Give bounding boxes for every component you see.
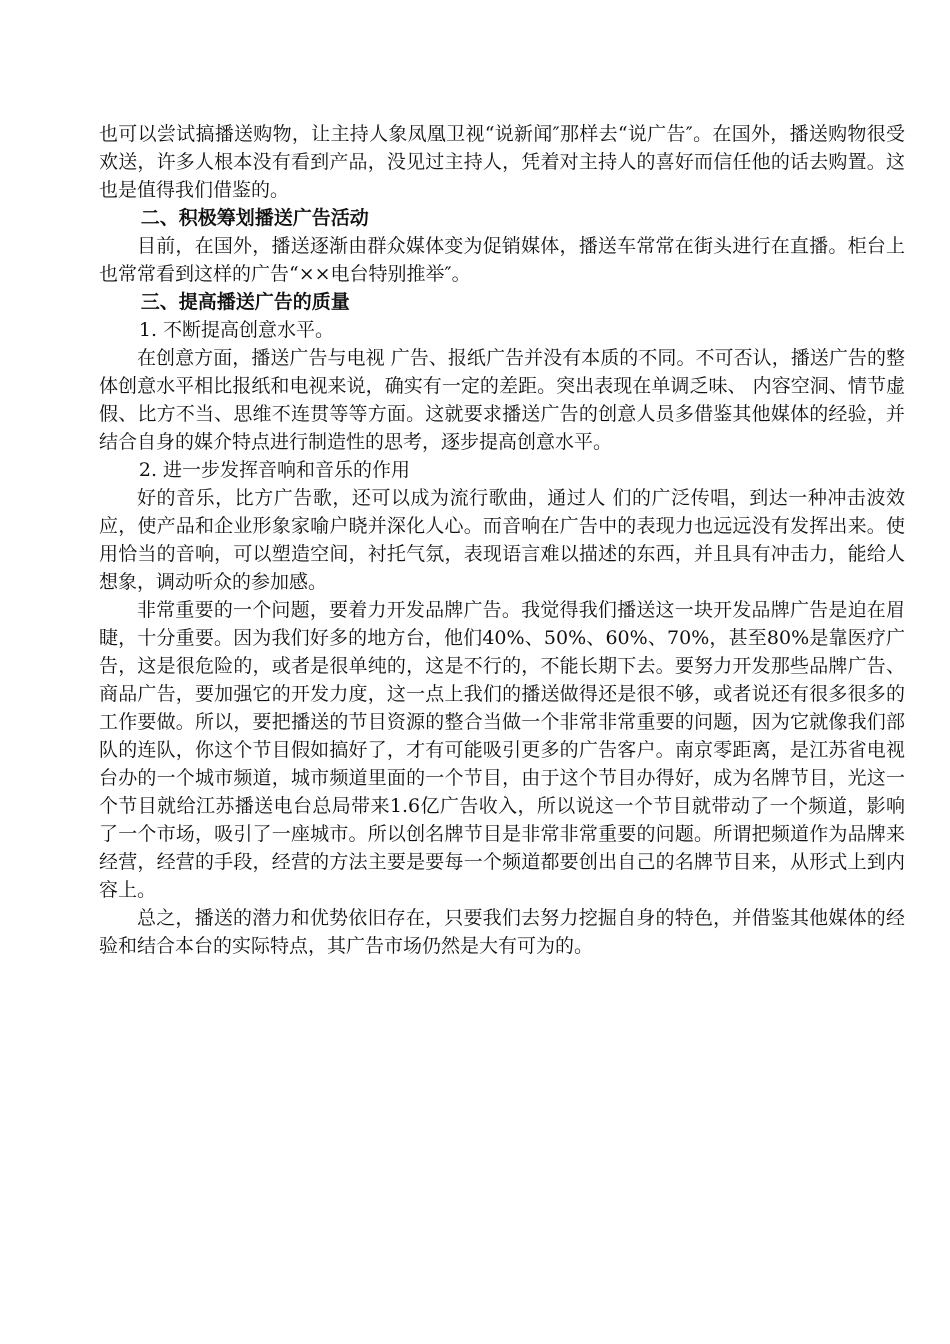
paragraph-conclusion: 总之，播送的潜力和优势依旧存在，只要我们去努力挖掘自身的特色，并借鉴其他媒体的经验和结合本台的实际特点，其广告市场仍然是大有可为的。	[99, 907, 905, 957]
list-item-creativity: 1. 不断提高创意水平。	[138, 319, 335, 341]
paragraph-creativity: 在创意方面，播送广告与电视 广告、报纸广告并没有本质的不同。不可否认，播送广告的整体创意水平相比报纸和电视来说，确实有一定的差距。突出表现在单调乏味、 内容空洞、情节虚假、比方不当、思维不连贯等等方面。这就要求播送广告的创意人员多借鉴其他媒体的经验，并结合自身的媒介特点进行制造性的思考，逐步提高创意水平。	[99, 347, 905, 453]
paragraph-sound-music: 好的音乐，比方广告歌，还可以成为流行歌曲，通过人 们的广泛传唱，到达一种冲击波效应，使产品和企业形象家喻户晓并深化人心。而音响在广告中的表现力也远远没有发挥出来。使用恰当的音响，可以塑造空间，衬托气氛，表现语言难以描述的东西，并且具有冲击力，能给人想象，调动听众的参加感。	[99, 487, 905, 593]
list-item-sound-music: 2. 进一步发挥音响和音乐的作用	[138, 459, 411, 481]
heading-plan-activities: 二、积极筹划播送广告活动	[140, 207, 369, 229]
paragraph-brand-advertising: 非常重要的一个问题，要着力开发品牌广告。我觉得我们播送这一块开发品牌广告是迫在眉睫，十分重要。因为我们好多的地方台，他们40%、50%、60%、70%，甚至80%是靠医疗广告，这是很危险的，或者是很单纯的，这是不行的，不能长期下去。要努力开发那些品牌广告、商品广告，要加强它的开发力度，这一点上我们的播送做得还是很不够，或者说还有很多很多的工作要做。所以，要把播送的节目资源的整合当做一个非常非常重要的问题，因为它就像我们部队的连队，你这个节目假如搞好了，才有可能吸引更多的广告客户。南京零距离，是江苏省电视台办的一个城市频道，城市频道里面的一个节目，由于这个节目办得好，成为名牌节目，光这一个节目就给江苏播送电台总局带来1.6亿广告收入，所以说这一个节目就带动了一个频道，影响了一个市场，吸引了一座城市。所以创名牌节目是非常非常重要的问题。所谓把频道作为品牌来经营，经营的手段，经营的方法主要是要每一个频道都要创出自己的名牌节目来，从形式上到内容上。	[99, 599, 905, 901]
heading-improve-quality: 三、提高播送广告的质量	[140, 291, 350, 313]
paragraph-promotion-media: 目前，在国外，播送逐渐由群众媒体变为促销媒体，播送车常常在街头进行在直播。柜台上也常常看到这样的广告“××电台特别推举″。	[99, 235, 905, 285]
paragraph-broadcast-shopping: 也可以尝试搞播送购物，让主持人象凤凰卫视“说新闻″那样去“说广告″。在国外，播送购物很受欢送，许多人根本没有看到产品，没见过主持人，凭着对主持人的喜好而信任他的话去购置。这也是值得我们借鉴的。	[99, 123, 905, 201]
document-body	[99, 120, 905, 960]
